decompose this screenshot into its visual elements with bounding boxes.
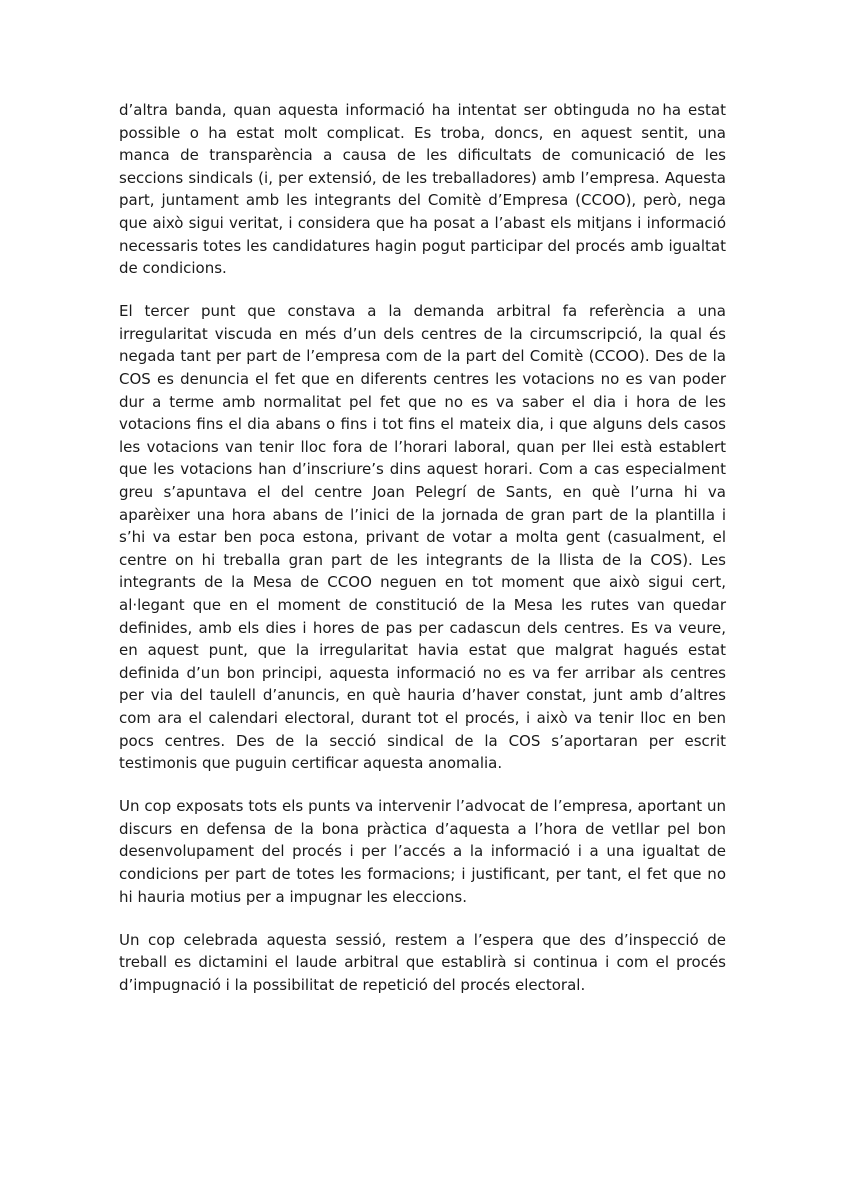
paragraph-3: Un cop exposats tots els punts va intervenir l’advocat de l’empresa, aportant un discurs en defensa de la bona pràctica d’aquesta a l’hora de vetllar pel bon desenvolupament del procés i per l’accés a la informació i a una igualtat de condicions per part de totes les formacions; i justificant, per tant, el fet que no hi hauria motius per a impugnar les eleccions. — [119, 797, 726, 906]
paragraph-2: El tercer punt que constava a la demanda arbitral fa referència a una irregularitat viscuda en més d’un dels centres de la circumscripció, la qual és negada tant per part de l’empresa com de la part del Comitè (CCOO). Des de la COS es denuncia el fet que en diferents centres les votacions no es van poder dur a terme amb normalitat pel fet que no es va saber el dia i hora de les votacions fins el dia abans o fins i tot fins el mateix dia, i que alguns dels casos les votacions van tenir lloc fora de l’horari laboral, quan per llei està establert que les votacions han d’inscriure’s dins aquest horari. Com a cas especialment greu s’apuntava el del centre Joan Pelegrí de Sants, en què l’urna hi va aparèixer una hora abans de l’inici de la jornada de gran part de la plantilla i s’hi va estar ben poca estona, privant de votar a molta gent (casualment, el centre on hi treballa gran part de les integrants de la llista de la COS). Les integrants de la Mesa de CCOO neguen en tot moment que això sigui cert, al·legant que en el moment de constitució de la Mesa les rutes van quedar definides, amb els dies i hores de pas per cadascun dels centres. Es va veure, en aquest punt, que la irregularitat havia estat que malgrat hagués estat definida d’un bon principi, aquesta informació no es va fer arribar als centres per via del taulell d’anuncis, en què hauria d’haver constat, junt amb d’altres com ara el calendari electoral, durant tot el procés, i això va tenir lloc en ben pocs centres. Des de la secció sindical de la COS s’aportaran per escrit testimonis que puguin certificar aquesta anomalia. — [119, 302, 726, 773]
paragraph-4: Un cop celebrada aquesta sessió, restem a l’espera que des d’inspecció de treball es dictamini el laude arbitral que establirà si continua i com el procés d’impugnació i la possibilitat de repetició del procés electoral. — [119, 930, 726, 994]
paragraph-1: d’altra banda, quan aquesta informació ha intentat ser obtinguda no ha estat possible o ha estat molt complicat. Es troba, doncs, en aquest sentit, una manca de transparència a causa de les dificultats de comunicació de les seccions sindicals (i, per extensió, de les treballadores) amb l’empresa. Aquesta part, juntament amb les integrants del Comitè d’Empresa (CCOO), però, nega que això sigui veritat, i considera que ha posat a l’abast els mitjans i informació necessaris totes les candidatures hagin pogut participar del procés amb igualtat de condicions. — [119, 101, 726, 278]
document-page — [119, 99, 726, 1017]
